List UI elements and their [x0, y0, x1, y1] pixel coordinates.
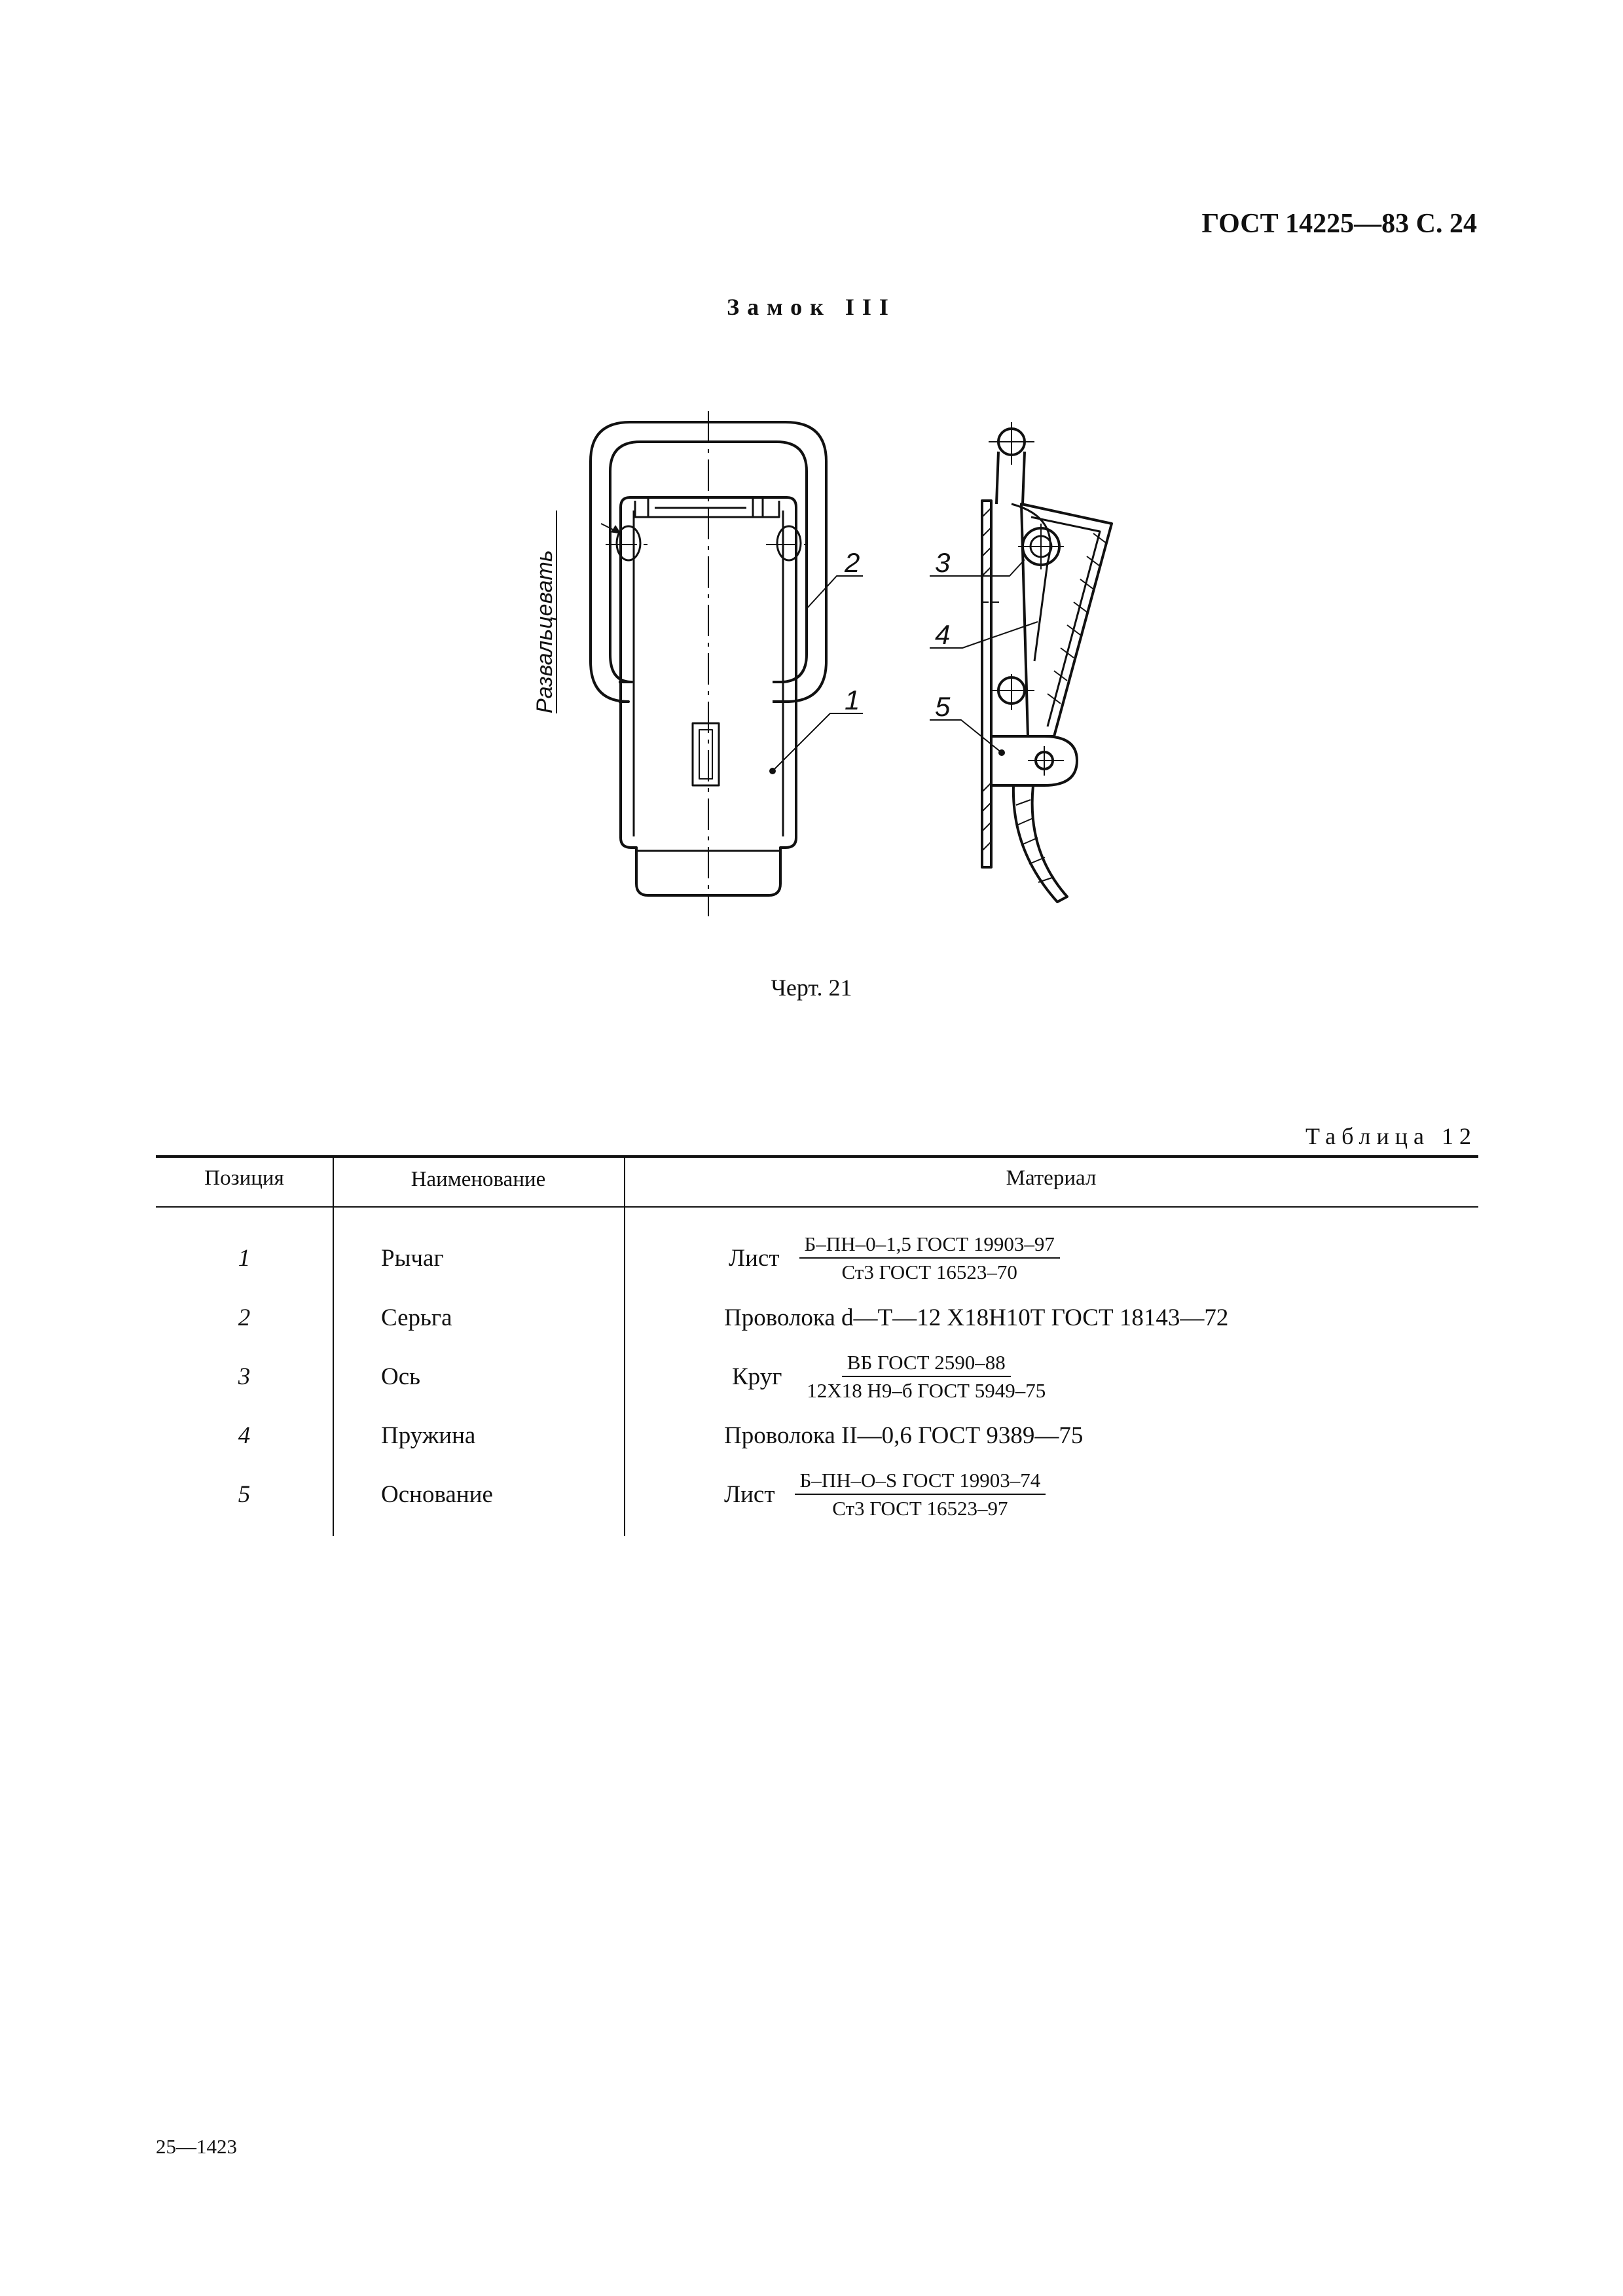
fraction-denominator: Ст3 ГОСТ 16523–70 [841, 1261, 1017, 1283]
section-title: Замок III [727, 294, 896, 320]
side-view [930, 422, 1112, 902]
material-fraction [795, 1470, 1046, 1518]
table-col-divider [624, 1155, 625, 1536]
header-position: Позиция [204, 1166, 284, 1190]
fraction-numerator: Б–ПН–O–S ГОСТ 19903–74 [795, 1470, 1046, 1495]
row-1-material [729, 1232, 1060, 1283]
callout-5: 5 [935, 691, 951, 722]
row-5-position: 5 [238, 1480, 251, 1508]
row-1-name: Рычаг [381, 1244, 444, 1272]
row-4-position: 4 [238, 1422, 251, 1449]
fraction-numerator: ВБ ГОСТ 2590–88 [842, 1352, 1011, 1377]
fraction-numerator: Б–ПН–0–1,5 ГОСТ 19903–97 [799, 1234, 1060, 1259]
callout-4: 4 [935, 619, 951, 650]
row-3-name: Ось [381, 1363, 421, 1390]
row-4-name: Пружина [381, 1422, 476, 1449]
document-header: ГОСТ 14225—83 С. 24 [1201, 209, 1477, 239]
row-5-material [724, 1469, 1046, 1520]
materials-table [156, 1155, 1478, 1536]
callout-3: 3 [935, 547, 951, 578]
fraction-denominator: 12Х18 Н9–б ГОСТ 5949–75 [807, 1379, 1046, 1402]
row-2-name: Серьга [381, 1304, 452, 1331]
figure-caption: Черт. 21 [771, 975, 852, 1001]
material-fraction [799, 1234, 1060, 1282]
material-fraction [801, 1352, 1051, 1401]
lock-technical-drawing [511, 399, 1113, 936]
row-5-name: Основание [381, 1480, 493, 1508]
table-label: Таблица 12 [1305, 1123, 1477, 1149]
row-2-position: 2 [238, 1304, 251, 1331]
row-3-position: 3 [238, 1363, 251, 1390]
row-1-position: 1 [238, 1244, 251, 1272]
fraction-denominator: Ст3 ГОСТ 16523–97 [832, 1497, 1008, 1520]
callout-1: 1 [845, 685, 860, 715]
drawing-note: Развальцевать [532, 550, 557, 713]
header-material: Материал [1006, 1166, 1097, 1190]
row-4-material: Проволока II—0,6 ГОСТ 9389—75 [724, 1422, 1084, 1449]
row-3-material [732, 1351, 1051, 1402]
footer-code: 25—1423 [156, 2135, 237, 2158]
material-prefix: Лист [729, 1244, 780, 1272]
header-name: Наименование [410, 1167, 546, 1191]
table-col-divider [333, 1155, 334, 1536]
row-2-material: Проволока d—Т—12 Х18Н10Т ГОСТ 18143—72 [724, 1304, 1229, 1331]
table-header-rule [156, 1206, 1478, 1208]
material-prefix: Круг [732, 1363, 782, 1390]
callout-2: 2 [845, 547, 860, 578]
material-prefix: Лист [724, 1480, 775, 1508]
